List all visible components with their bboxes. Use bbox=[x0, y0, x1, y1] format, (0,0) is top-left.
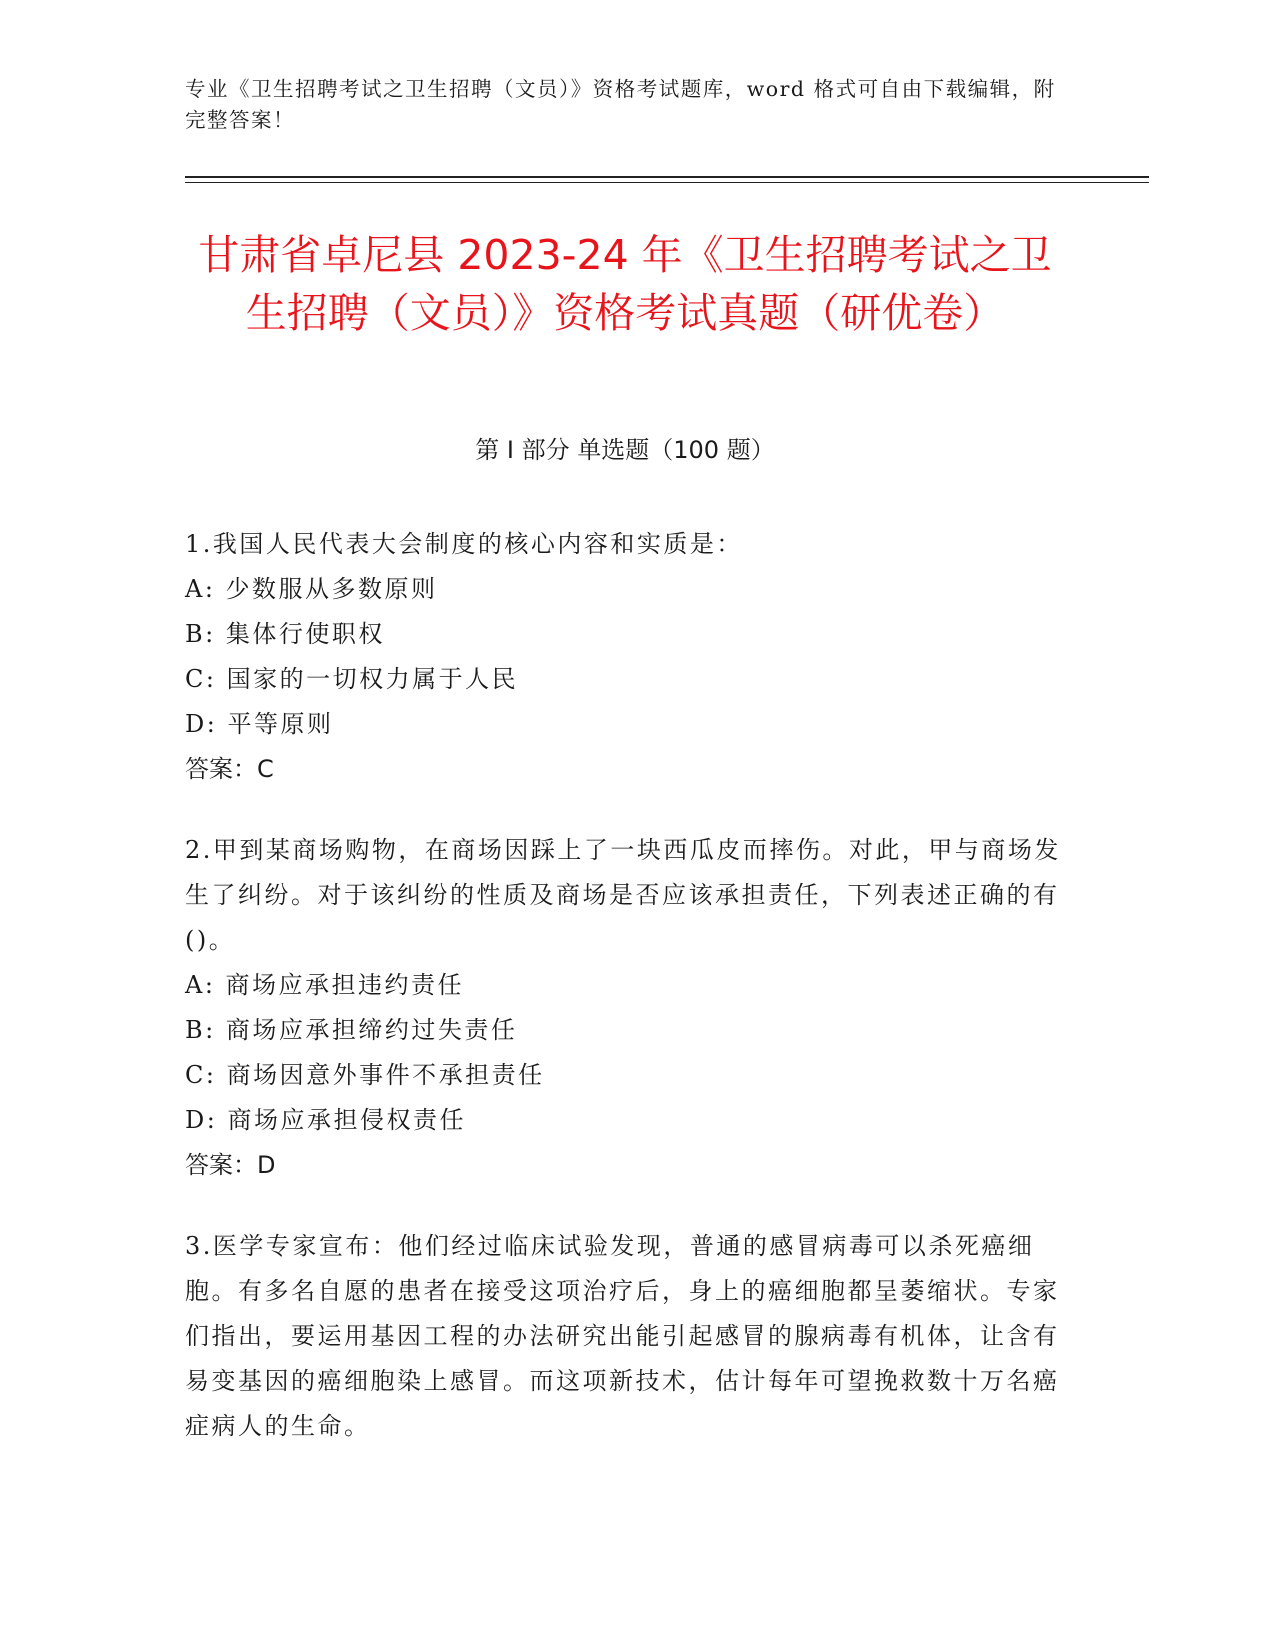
document-title: 甘肃省卓尼县 2023-24 年《卫生招聘考试之卫生招聘（文员）》资格考试真题（研优卷） bbox=[198, 231, 1052, 337]
answer: 答案：C bbox=[185, 755, 274, 783]
option-c: C: 国家的一切权力属于人民 bbox=[185, 665, 519, 693]
option-b: B: 商场应承担缔约过失责任 bbox=[185, 1016, 518, 1044]
question-1 bbox=[185, 522, 1065, 792]
section-heading: 第 I 部分 单选题（100 题） bbox=[475, 436, 775, 464]
question-stem: 3.医学专家宣布：他们经过临床试验发现，普通的感冒病毒可以杀死癌细胞。有多名自愿的患者在接受这项治疗后，身上的癌细胞都呈萎缩状。专家们指出，要运用基因工程的办法研究出能引起感冒的腺病毒有机体，让含有易变基因的癌细胞染上感冒。而这项新技术，估计每年可望挽救数十万名癌症病人的生命。 bbox=[185, 1232, 1060, 1440]
question-3 bbox=[185, 1224, 1065, 1449]
option-a: A: 商场应承担违约责任 bbox=[185, 971, 465, 999]
header-divider-thin bbox=[185, 182, 1149, 183]
question-stem: 1.我国人民代表大会制度的核心内容和实质是： bbox=[185, 530, 743, 558]
option-d: D: 平等原则 bbox=[185, 710, 334, 738]
option-b: B: 集体行使职权 bbox=[185, 620, 385, 648]
option-a: A: 少数服从多数原则 bbox=[185, 575, 438, 603]
question-list bbox=[185, 522, 1065, 1485]
question-stem: 2.甲到某商场购物，在商场因踩上了一块西瓜皮而摔伤。对此，甲与商场发生了纠纷。对于该纠纷的性质及商场是否应该承担责任，下列表述正确的有()。 bbox=[185, 836, 1061, 954]
question-2 bbox=[185, 828, 1065, 1188]
header-note: 专业《卫生招聘考试之卫生招聘（文员）》资格考试题库，word 格式可自由下载编辑，附完整答案！ bbox=[185, 77, 1056, 132]
answer: 答案：D bbox=[185, 1151, 276, 1179]
option-d: D: 商场应承担侵权责任 bbox=[185, 1106, 466, 1134]
header-divider-thick bbox=[185, 176, 1149, 178]
option-c: C: 商场因意外事件不承担责任 bbox=[185, 1061, 545, 1089]
